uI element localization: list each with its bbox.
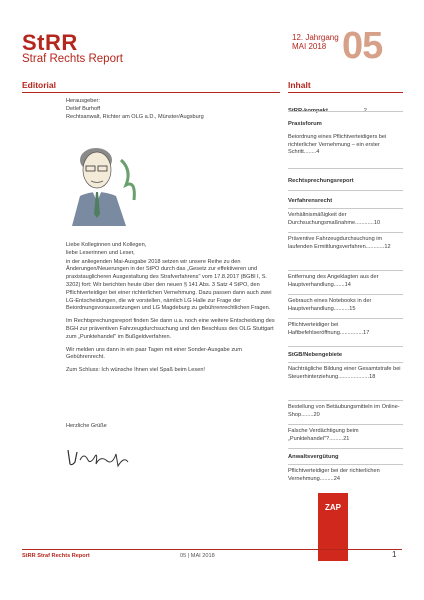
toc-stgb-text-2: Bestellung von Betäubungsmitteln im Online-Shop [288,404,400,418]
toc-stgb-entry-3[interactable]: Falsche Verdächtigung beim „Punktehandel"?.........21 [288,428,359,442]
editor-portrait [66,140,138,226]
toc-stgb-entry-1[interactable]: Nachträgliche Bildung einer Gesamtstrafe bei Steuerhinterziehung....................18 [288,366,401,380]
toc-verf-entry-2[interactable]: Präventive Fahrzeugdurchsuchung im laufenden Ermittlungsverfahren............12 [288,236,391,250]
toc-verf-entry-4[interactable]: Gebrauch eines Notebooks in der Hauptverhandlung..........15 [288,298,372,312]
letter-paragraph-4: Zum Schluss: Ich wünsche Ihnen viel Spaß beim Lesen! [66,367,205,374]
year-label: 12. Jahrgang [292,33,339,42]
issue-meta [292,33,339,51]
closing: Herzliche Grüße [66,423,107,429]
toc-kompakt[interactable] [288,99,403,117]
toc-stgb-page-2: 20 [313,411,320,418]
toc-verf-page-3: 14 [344,281,351,288]
inhalt-rule [288,92,403,93]
toc-verf-entry-5[interactable]: Pflichtverteidiger bei Haftbefehlseröffnung...............17 [288,322,370,336]
toc-anwalt: Anwaltsvergütung [288,454,339,460]
toc-stgb-text-3: Falsche Verdächtigung beim „Punktehandel"? [288,428,359,442]
footer-page-number: 1 [392,550,397,559]
toc-praxis-page: 4 [316,149,320,156]
zap-logo: ZAP [318,493,348,561]
toc-stgb-entry-2[interactable]: Bestellung von Betäubungsmitteln im Online-Shop........20 [288,404,400,418]
editor-name: Detlef Burhoff [66,106,101,112]
toc-anwalt-text-1: Pflichtverteidiger bei der richterlichen Vernehmung [288,468,380,482]
toc-stgb-page-3: 21 [343,435,350,442]
signature [66,446,146,470]
toc-praxis-entry[interactable]: Beiordnung eines Pflichtverteidigers bei richterlicher Vernehmung – ein erster Schritt........4 [288,134,387,156]
toc-verf-text-5: Pflichtverteidiger bei Haftbefehlseröffnung [288,322,340,336]
letter-paragraph-2: Im Rechtsprechungsreport finden Sie dann u.a. noch eine weitere Entscheidung des BGH zur präventiven Fahrzeugdurchsuchung und den Beschluss des OLG Stuttgart zum „Punktehandel" im Bußgeldverfahren. [66,318,275,340]
letter-paragraph-3: Wir melden uns dann in ein paar Tagen mit einer Sonder-Ausgabe zum Gebührenrecht. [66,346,242,361]
editorial-letter [66,242,282,380]
toc-anwalt-entry-1[interactable]: Pflichtverteidiger bei der richterlichen Vernehmung.........24 [288,468,380,482]
toc-verf-page-5: 17 [363,329,370,336]
greeting: Liebe Kolleginnen und Kollegen, liebe Leserinnen und Leser, [66,242,147,256]
footer-rule [22,549,402,550]
editor-title: Rechtsanwalt, Richter am OLG a.D., Münster/Augsburg [66,114,204,120]
editor-label: Herausgeber: [66,98,100,104]
editor-info [66,97,204,121]
toc-verf-text-2: Präventive Fahrzeugdurchsuchung im laufenden Ermittlungsverfahren [288,236,383,250]
toc-stgb-page-1: 18 [369,373,376,380]
toc-verf-text-3: Entfernung des Angeklagten aus der Hauptverhandlung [288,274,379,288]
toc-rspr: Rechtsprechungsreport [288,178,354,184]
month-label: MAI 2018 [292,42,327,51]
footer-journal: StRR Straf Rechts Report [22,553,90,559]
issue-number: 05 [342,25,383,67]
toc-verf-page-2: 12 [384,243,391,250]
journal-logo: StRR [22,30,78,55]
toc-praxisforum: Praxisforum [288,121,322,127]
toc-verf-entry-3[interactable]: Entfernung des Angeklagten aus der Hauptverhandlung.......14 [288,274,379,288]
editorial-heading: Editorial [22,80,57,90]
toc-verf-page-1: 10 [373,219,381,226]
letter-paragraph-1: in der anliegenden Mai-Ausgabe 2018 setzen wir unsere Reihe zu den Änderungen/Neuerungen in der StPO durch das „Gesetz zur effektiveren und praxistauglicheren Ausgestaltung des Strafverfahrens" vom 17.8.2017 (BGBl I, S. 3202) fort: Wir berichten heute über den neuen § 141 Abs. 3 Satz 4 StPO, den Pflichtverteidiger bei einer richterlichen Vernehmung. Dazu passen dann auch zwei LG-Entscheidungen, die wir vorstellen, nämlich LG Halle zur Frage der Beiordnungsvoraussetzungen und LG Magdeburg zu gebührenrechtlichen Fragen. [66,258,272,312]
toc-verf-entry-1[interactable]: Verhältnismäßigkeit der Durchsuchungsmaßnahme............10 [288,212,381,226]
inhalt-heading: Inhalt [288,80,311,90]
footer-issue: 05 | MAI 2018 [180,553,215,559]
toc-stgb-text-1: Nachträgliche Bildung einer Gesamtstrafe bei Steuerhinterziehung [288,366,401,380]
toc-verf-text-4: Gebrauch eines Notebooks in der Hauptverhandlung [288,298,372,312]
toc-anwalt-page-1: 24 [333,475,340,482]
journal-subtitle: Straf Rechts Report [22,53,123,65]
toc-verf-page-4: 15 [349,305,356,312]
toc-verf-text-1: Verhältnismäßigkeit der Durchsuchungsmaßnahme [288,212,356,226]
toc-praxis-text: Beiordnung eines Pflichtverteidigers bei richterlicher Vernehmung – ein erster Schritt [288,134,387,156]
toc-stgb: StGB/Nebengebiete [288,352,343,358]
editorial-rule [22,92,280,93]
toc-verfahrensrecht: Verfahrensrecht [288,198,333,204]
